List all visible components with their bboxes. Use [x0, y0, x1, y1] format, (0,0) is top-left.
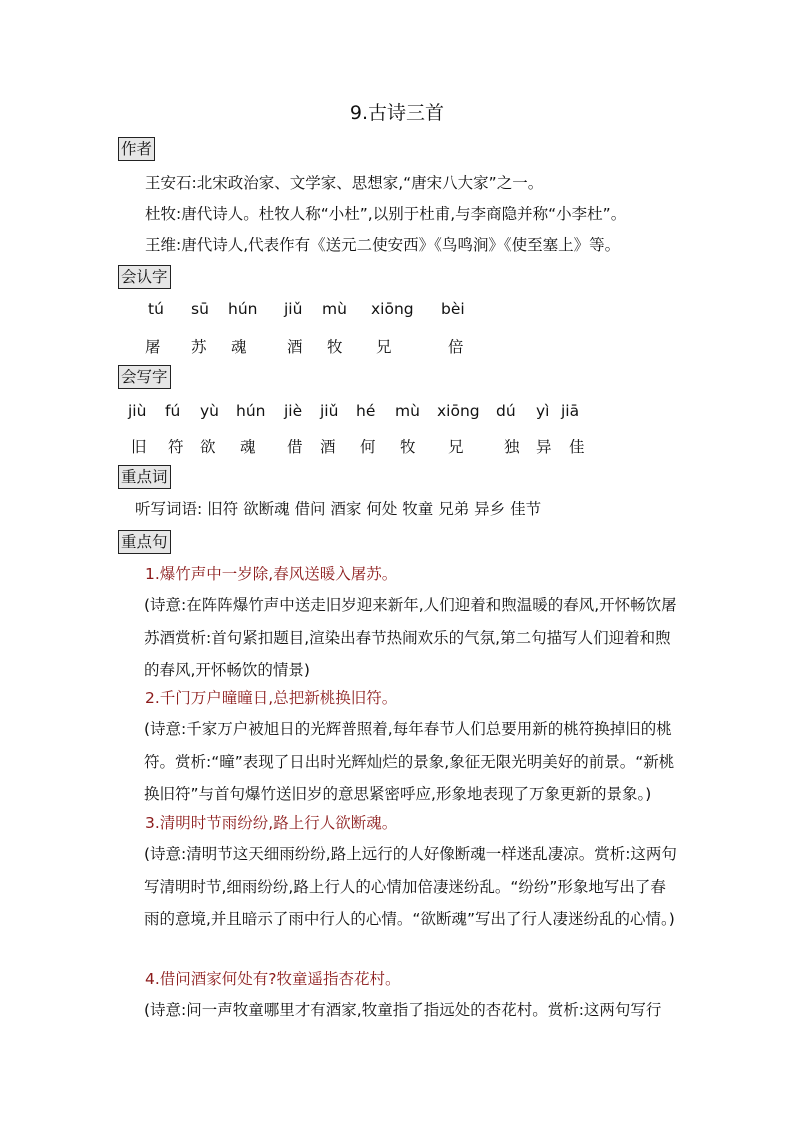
hanzi: 酒: [320, 438, 336, 456]
hanzi: 旧: [131, 438, 147, 456]
pinyin: mù: [395, 402, 420, 420]
pinyin: xiōng: [371, 300, 414, 318]
page-title: 9.古诗三首: [349, 102, 445, 124]
key-sentence: 3.清明时节雨纷纷,路上行人欲断魂。: [145, 814, 398, 832]
author-line: 王安石:北宋政治家、文学家、思想家,“唐宋八大家”之一。: [145, 174, 544, 192]
section-tag-keysentences: 重点句: [118, 530, 171, 554]
sentence-note: [118, 713, 678, 811]
sentence-note: [118, 589, 678, 687]
pinyin: bèi: [441, 300, 465, 318]
pinyin: jiù: [128, 402, 147, 420]
keywords-line: 听写词语: 旧符 欲断魂 借问 酒家 何处 牧童 兄弟 异乡 佳节: [135, 500, 542, 518]
pinyin: hún: [236, 402, 266, 420]
hanzi: 异: [536, 438, 552, 456]
pinyin: jiǔ: [284, 300, 303, 318]
hanzi: 魂: [231, 338, 247, 356]
hanzi: 倍: [448, 338, 464, 356]
hanzi: 佳: [569, 438, 585, 456]
hanzi: 魂: [240, 438, 256, 456]
pinyin: jiā: [561, 402, 580, 420]
pinyin: fú: [165, 402, 181, 420]
sentence-note: [118, 994, 678, 1027]
author-line: 王维:唐代诗人,代表作有《送元二使安西》《鸟鸣涧》《使至塞上》等。: [145, 236, 621, 254]
key-sentence: 1.爆竹声中一岁除,春风送暖入屠苏。: [145, 565, 398, 583]
section-tag-author: 作者: [118, 137, 155, 161]
pinyin: yù: [200, 402, 219, 420]
section-tag-keywords: 重点词: [118, 465, 171, 489]
pinyin: sū: [191, 300, 209, 318]
hanzi: 屠: [145, 338, 161, 356]
pinyin: hún: [228, 300, 258, 318]
author-line: 杜牧:唐代诗人。杜牧人称“小杜”,以别于杜甫,与李商隐并称“小李杜”。: [145, 205, 627, 223]
key-sentence: 2.千门万户曈曈日,总把新桃换旧符。: [145, 689, 398, 707]
hanzi: 兄: [448, 438, 464, 456]
sentence-note-text: (诗意:在阵阵爆竹声中送走旧岁迎来新年,人们迎着和煦温暖的春风,开怀畅饮屠苏酒赏析:首句紧扣题目,渲染出春节热闹欢乐的气氛,第二句描写人们迎着和煦的春风,开怀畅饮的情景): [144, 596, 677, 679]
hanzi: 苏: [191, 338, 207, 356]
hanzi: 兄: [376, 338, 392, 356]
hanzi: 何: [360, 438, 376, 456]
hanzi: 借: [287, 438, 303, 456]
sentence-note-text: (诗意:问一声牧童哪里才有酒家,牧童指了指远处的杏花村。赏析:这两句写行: [144, 1001, 662, 1019]
pinyin: xiōng: [437, 402, 480, 420]
pinyin: jiǔ: [320, 402, 339, 420]
hanzi: 欲: [200, 438, 216, 456]
hanzi: 牧: [400, 438, 416, 456]
hanzi: 酒: [287, 338, 303, 356]
pinyin: jiè: [284, 402, 303, 420]
pinyin: mù: [322, 300, 347, 318]
key-sentence: 4.借问酒家何处有?牧童遥指杏花村。: [145, 970, 401, 988]
hanzi: 牧: [327, 338, 343, 356]
sentence-note-text: (诗意:千家万户被旭日的光辉普照着,每年春节人们总要用新的桃符换掉旧的桃符。赏析:“曈”表现了日出时光辉灿烂的景象,象征无限光明美好的前景。“新桃换旧符”与首句爆竹送旧岁的意思紧密呼应,形象地表现了万象更新的景象。): [144, 720, 675, 803]
sentence-note-text: (诗意:清明节这天细雨纷纷,路上远行的人好像断魂一样迷乱凄凉。赏析:这两句写清明时节,细雨纷纷,路上行人的心情加倍凄迷纷乱。“纷纷”形象地写出了春雨的意境,并且暗示了雨中行人的心情。“欲断魂”写出了行人凄迷纷乱的心情。): [144, 845, 677, 928]
pinyin: tú: [148, 300, 164, 318]
section-tag-recognize: 会认字: [118, 265, 171, 289]
hanzi: 独: [504, 438, 520, 456]
pinyin: hé: [356, 402, 376, 420]
hanzi: 符: [168, 438, 184, 456]
pinyin: dú: [496, 402, 516, 420]
pinyin: yì: [536, 402, 550, 420]
sentence-note: [118, 838, 678, 936]
section-tag-write: 会写字: [118, 365, 171, 389]
